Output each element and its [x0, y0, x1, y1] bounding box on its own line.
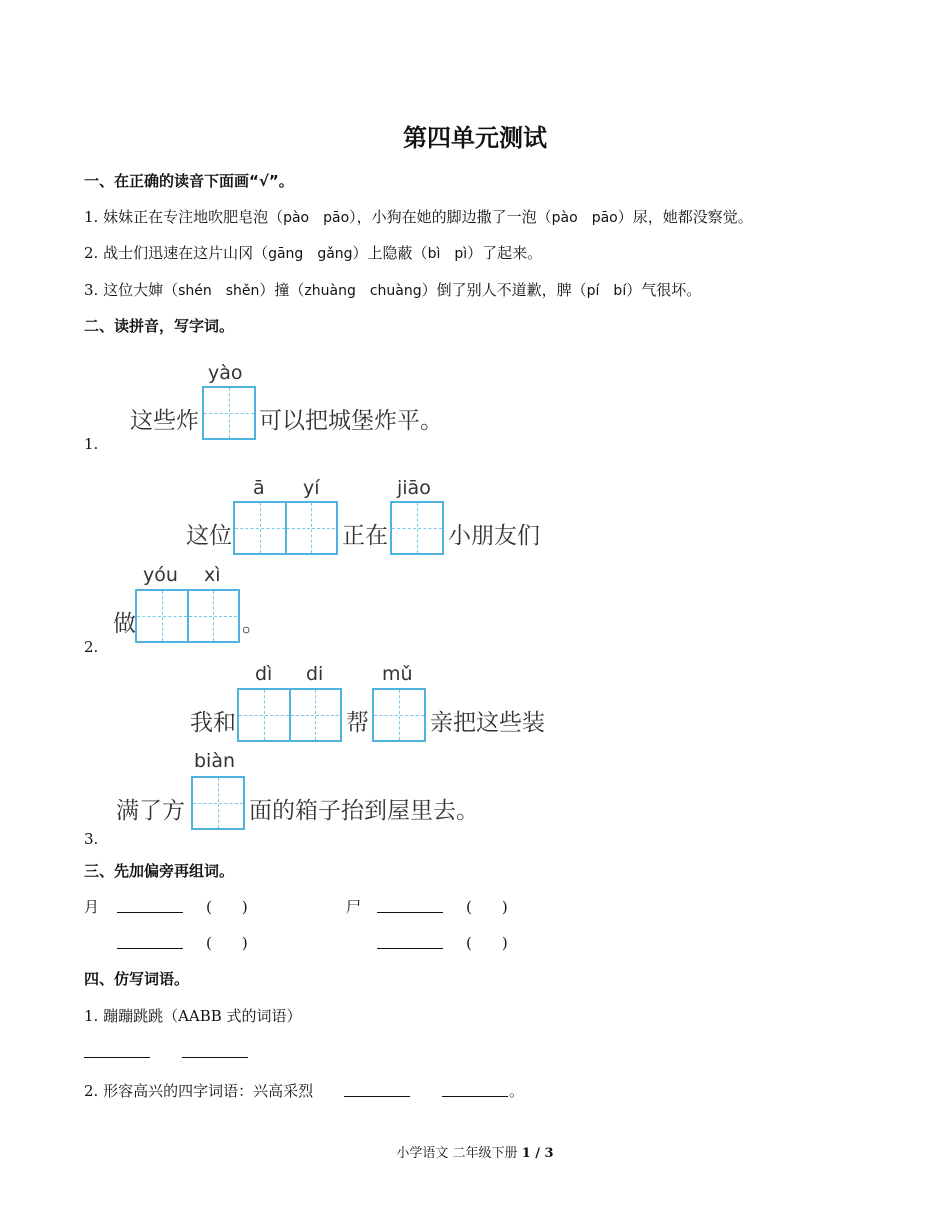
s4-q2-text: 2. 形容高兴的四字词语：兴高采烈: [84, 1082, 314, 1100]
q1-suffix: ）尿，她都没察觉。: [617, 208, 753, 226]
q2-pinyin-1: gāng gǎng: [268, 246, 353, 262]
write-grid-didi[interactable]: [237, 688, 342, 742]
fig3-text-2: 帮: [346, 710, 369, 736]
q2-mid: ）上隐蔽（: [352, 244, 428, 262]
fig3-text-4: 满了方: [116, 798, 185, 824]
answer-blank[interactable]: [377, 934, 443, 949]
fig2-text-4: 做: [113, 611, 136, 637]
s2-number-3: 3.: [84, 830, 99, 848]
q3-suffix: ）气很坏。: [626, 281, 702, 299]
q3-pinyin-2: zhuàng chuàng: [304, 283, 422, 299]
q2-pinyin-2: bì pì: [427, 246, 468, 262]
answer-blank[interactable]: [344, 1082, 410, 1097]
q3-pinyin-3: pí bí: [586, 283, 627, 299]
q3-mid-2: ）倒了别人不道歉，脾（: [421, 281, 587, 299]
fig2-text-3: 小朋友们: [448, 523, 540, 549]
radical-moon: 月: [84, 898, 100, 916]
answer-blank[interactable]: [442, 1082, 508, 1097]
section2-heading: 二、读拼音，写字词。: [84, 317, 235, 335]
s2-number-2: 2.: [84, 638, 99, 656]
fig3-text-3: 亲把这些装: [430, 710, 545, 736]
paren-blank[interactable]: ( ): [466, 934, 508, 952]
answer-blank[interactable]: [377, 898, 443, 913]
pinyin-jiao: jiāo: [397, 477, 431, 499]
q3-mid-1: ）撞（: [259, 281, 305, 299]
write-grid-yao[interactable]: [202, 386, 256, 440]
paren-blank[interactable]: ( ): [466, 898, 508, 916]
answer-blank[interactable]: [84, 1043, 150, 1058]
page-footer: [0, 1142, 950, 1161]
fig2-text-2: 正在: [342, 523, 388, 549]
fig2-text-1: 这位: [186, 523, 232, 549]
fig3-text-1: 我和: [190, 710, 236, 736]
radical-corpse: 尸: [346, 898, 362, 916]
section1-heading: 一、在正确的读音下面画“√”。: [84, 172, 294, 190]
write-grid-youxi[interactable]: [135, 589, 240, 643]
page-number: 1 / 3: [521, 1146, 554, 1161]
fig1-text-1: 这些炸: [130, 408, 199, 434]
fig3-text-5: 面的箱子抬到屋里去。: [249, 798, 479, 824]
answer-blank[interactable]: [117, 934, 183, 949]
pinyin-a: ā: [253, 477, 265, 499]
q2-prefix: 2. 战士们迅速在这片山冈（: [84, 244, 269, 262]
pinyin-di1: dì: [255, 663, 273, 685]
paren-blank[interactable]: ( ): [206, 934, 248, 952]
write-grid-mu[interactable]: [372, 688, 426, 742]
fig2-text-5: 。: [242, 611, 265, 637]
footer-text: 小学语文 二年级下册: [396, 1146, 522, 1161]
q1-pinyin-2: pào pāo: [551, 210, 618, 226]
s4-question-2: [84, 1080, 313, 1101]
paren-blank[interactable]: ( ): [206, 898, 248, 916]
s1-question-1: [84, 206, 753, 227]
pinyin-mu: mǔ: [382, 663, 413, 685]
pinyin-di2: di: [306, 663, 324, 685]
q1-prefix: 1. 妹妹正在专注地吹肥皂泡（: [84, 208, 284, 226]
q1-pinyin-1: pào pāo: [283, 210, 350, 226]
q1-mid: ），小狗在她的脚边撒了一泡（: [349, 208, 552, 226]
pinyin-yao: yào: [208, 362, 243, 384]
s2-number-1: 1.: [84, 435, 99, 453]
s1-question-3: [84, 279, 701, 300]
s4-question-1: 1. 蹦蹦跳跳（AABB 式的词语）: [84, 1007, 302, 1025]
write-grid-jiao[interactable]: [390, 501, 444, 555]
s1-question-2: [84, 242, 542, 263]
pinyin-yi: yí: [303, 477, 320, 499]
write-grid-bian[interactable]: [191, 776, 245, 830]
fig1-text-2: 可以把城堡炸平。: [259, 408, 443, 434]
pinyin-bian: biàn: [194, 750, 236, 772]
write-grid-ayi[interactable]: [233, 501, 338, 555]
pinyin-you: yóu: [143, 564, 178, 586]
s4-q2-period: 。: [509, 1082, 525, 1100]
section3-heading: 三、先加偏旁再组词。: [84, 862, 235, 880]
q2-suffix: ）了起来。: [467, 244, 543, 262]
page-title: 第四单元测试: [403, 123, 547, 152]
answer-blank[interactable]: [182, 1043, 248, 1058]
pinyin-xi: xì: [204, 564, 221, 586]
q3-pinyin-1: shén shěn: [178, 283, 260, 299]
q3-prefix: 3. 这位大婶（: [84, 281, 179, 299]
answer-blank[interactable]: [117, 898, 183, 913]
section4-heading: 四、仿写词语。: [84, 970, 190, 988]
